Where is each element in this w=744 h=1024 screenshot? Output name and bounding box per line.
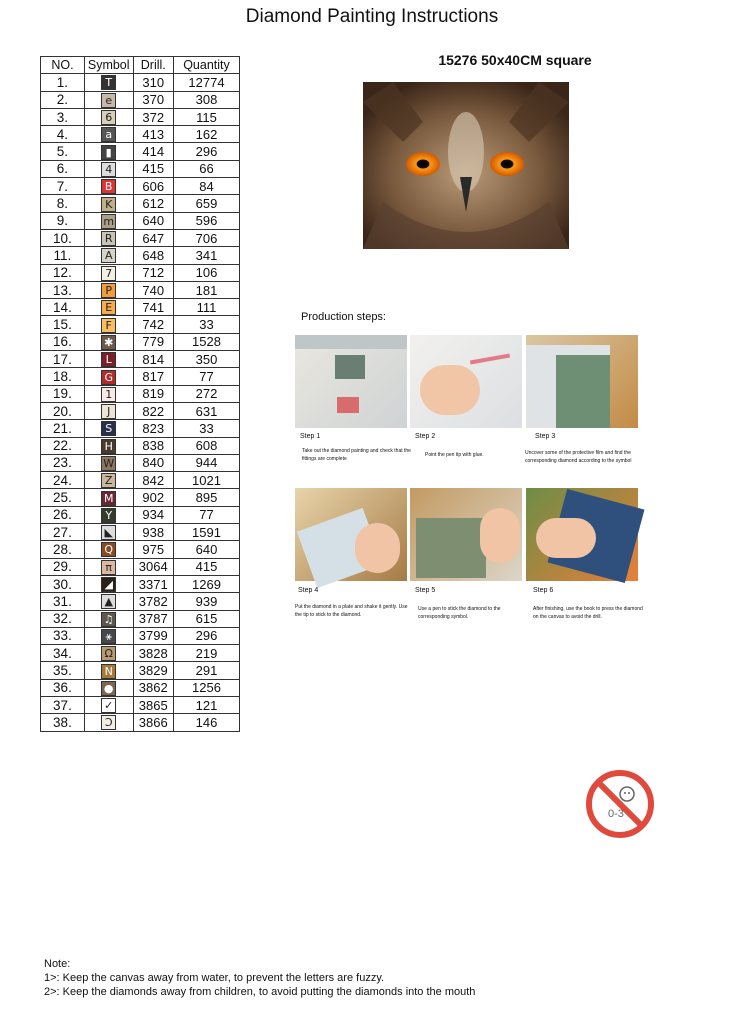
- table-row: [41, 212, 240, 229]
- row-number: 36.: [41, 679, 85, 696]
- symbol-cell: [84, 91, 133, 108]
- table-row: [41, 575, 240, 592]
- quantity: 12774: [173, 74, 239, 91]
- table-row: [41, 489, 240, 506]
- table-row: [41, 662, 240, 679]
- table-row: [41, 229, 240, 246]
- quantity: 106: [173, 264, 239, 281]
- row-number: 7.: [41, 178, 85, 195]
- table-row: [41, 696, 240, 713]
- row-number: 30.: [41, 575, 85, 592]
- row-number: 10.: [41, 229, 85, 246]
- row-number: 23.: [41, 454, 85, 471]
- row-number: 33.: [41, 627, 85, 644]
- drill-code: 3064: [133, 558, 173, 575]
- note-section: [44, 957, 475, 999]
- symbol-box: ⚹: [101, 629, 116, 644]
- page-title: Diamond Painting Instructions: [245, 6, 499, 27]
- drill-code: 3828: [133, 645, 173, 662]
- symbol-cell: [84, 454, 133, 471]
- drill-code: 310: [133, 74, 173, 91]
- table-row: [41, 126, 240, 143]
- symbol-cell: [84, 281, 133, 298]
- product-title: 15276 50x40CM square: [438, 52, 592, 68]
- row-number: 29.: [41, 558, 85, 575]
- symbol-box: N: [101, 664, 116, 679]
- quantity: 111: [173, 299, 239, 316]
- quantity: 640: [173, 541, 239, 558]
- row-number: 13.: [41, 281, 85, 298]
- symbol-box: π: [101, 560, 116, 575]
- symbol-box: m: [101, 214, 116, 229]
- symbol-cell: [84, 178, 133, 195]
- symbol-box: Ω: [101, 646, 116, 661]
- quantity: 146: [173, 714, 239, 731]
- table-row: [41, 679, 240, 696]
- symbol-cell: [84, 662, 133, 679]
- symbol-cell: [84, 333, 133, 350]
- symbol-cell: [84, 299, 133, 316]
- symbol-box: J: [101, 404, 116, 419]
- symbol-cell: [84, 489, 133, 506]
- table-row: [41, 368, 240, 385]
- table-row: [41, 524, 240, 541]
- symbol-cell: [84, 351, 133, 368]
- quantity: 308: [173, 91, 239, 108]
- symbol-cell: [84, 368, 133, 385]
- symbol-box: ♫: [101, 612, 116, 627]
- drill-code: 742: [133, 316, 173, 333]
- symbol-cell: [84, 575, 133, 592]
- quantity: 121: [173, 696, 239, 713]
- symbol-cell: [84, 143, 133, 160]
- drill-code: 3862: [133, 679, 173, 696]
- quantity: 631: [173, 402, 239, 419]
- drill-code: 612: [133, 195, 173, 212]
- step-2-label: Step 2: [415, 433, 436, 440]
- drill-code: 3787: [133, 610, 173, 627]
- row-number: 32.: [41, 610, 85, 627]
- step-5-image: [410, 488, 522, 581]
- symbol-box: ✓: [101, 698, 116, 713]
- step-4-text: Put the diamond in a plate and shake it gently. Use the tip to stick to the diamond.: [295, 604, 408, 618]
- drill-code: 740: [133, 281, 173, 298]
- drill-code: 934: [133, 506, 173, 523]
- symbol-box: Ɔ: [101, 715, 116, 730]
- step-6-image: [526, 488, 638, 581]
- row-number: 28.: [41, 541, 85, 558]
- step-6-label: Step 6: [533, 587, 554, 594]
- drill-code: 370: [133, 91, 173, 108]
- row-number: 18.: [41, 368, 85, 385]
- quantity: 895: [173, 489, 239, 506]
- drill-code: 414: [133, 143, 173, 160]
- quantity: 291: [173, 662, 239, 679]
- step-5-text: Use a pen to stick the diamond to the corresponding symbol.: [418, 606, 501, 620]
- symbol-cell: [84, 679, 133, 696]
- table-row: [41, 333, 240, 350]
- drill-code: 902: [133, 489, 173, 506]
- row-number: 1.: [41, 74, 85, 91]
- row-number: 2.: [41, 91, 85, 108]
- table-row: [41, 402, 240, 419]
- quantity: 1591: [173, 524, 239, 541]
- age-warning-text: 0-3: [608, 808, 624, 820]
- row-number: 12.: [41, 264, 85, 281]
- symbol-box: L: [101, 352, 116, 367]
- quantity: 33: [173, 316, 239, 333]
- symbol-box: Q: [101, 542, 116, 557]
- row-number: 27.: [41, 524, 85, 541]
- quantity: 296: [173, 143, 239, 160]
- owl-preview-image: [363, 82, 569, 249]
- step-6-text: After finishing, use the book to press the diamond on the canvas to avoid the drill.: [533, 606, 643, 620]
- step-3-text: Uncover some of the protective film and find the corresponding diamond according to the symbol: [525, 450, 632, 464]
- symbol-box: F: [101, 318, 116, 333]
- quantity: 1021: [173, 472, 239, 489]
- table-row: [41, 558, 240, 575]
- symbol-cell: [84, 524, 133, 541]
- symbol-box: M: [101, 491, 116, 506]
- quantity: 162: [173, 126, 239, 143]
- symbol-cell: [84, 74, 133, 91]
- symbol-cell: [84, 437, 133, 454]
- drill-code: 3782: [133, 593, 173, 610]
- row-number: 3.: [41, 108, 85, 125]
- quantity: 33: [173, 420, 239, 437]
- quantity: 939: [173, 593, 239, 610]
- drill-code: 3829: [133, 662, 173, 679]
- drill-code: 840: [133, 454, 173, 471]
- row-number: 34.: [41, 645, 85, 662]
- step-4-image: [295, 488, 407, 581]
- table-row: [41, 506, 240, 523]
- table-row: [41, 454, 240, 471]
- note-title: Note:: [44, 958, 71, 970]
- drill-code: 3799: [133, 627, 173, 644]
- quantity: 77: [173, 368, 239, 385]
- row-number: 16.: [41, 333, 85, 350]
- symbol-box: ●: [101, 681, 116, 696]
- row-number: 38.: [41, 714, 85, 731]
- table-row: [41, 472, 240, 489]
- quantity: 615: [173, 610, 239, 627]
- drill-code: 3371: [133, 575, 173, 592]
- drill-code: 819: [133, 385, 173, 402]
- row-number: 35.: [41, 662, 85, 679]
- symbol-box: 7: [101, 266, 116, 281]
- row-number: 20.: [41, 402, 85, 419]
- table-row: [41, 74, 240, 91]
- symbol-cell: [84, 160, 133, 177]
- drill-code: 415: [133, 160, 173, 177]
- drill-code: 838: [133, 437, 173, 454]
- symbol-cell: [84, 316, 133, 333]
- quantity: 341: [173, 247, 239, 264]
- symbol-cell: [84, 506, 133, 523]
- row-number: 6.: [41, 160, 85, 177]
- row-number: 37.: [41, 696, 85, 713]
- drill-code: 712: [133, 264, 173, 281]
- drill-table: [40, 56, 240, 732]
- production-steps-label: Production steps:: [301, 311, 386, 323]
- step-4-label: Step 4: [298, 587, 319, 594]
- drill-code: 938: [133, 524, 173, 541]
- symbol-box: ▲: [101, 594, 116, 609]
- drill-code: 779: [133, 333, 173, 350]
- quantity: 1256: [173, 679, 239, 696]
- quantity: 1269: [173, 575, 239, 592]
- table-row: [41, 351, 240, 368]
- symbol-box: H: [101, 439, 116, 454]
- table-row: [41, 541, 240, 558]
- no-children-warning-icon: [584, 768, 656, 840]
- drill-code: 372: [133, 108, 173, 125]
- quantity: 181: [173, 281, 239, 298]
- table-row: [41, 437, 240, 454]
- table-row: [41, 247, 240, 264]
- step-1-image: [295, 335, 407, 428]
- row-number: 8.: [41, 195, 85, 212]
- step-3-image: [526, 335, 638, 428]
- symbol-box: T: [101, 75, 116, 90]
- symbol-box: G: [101, 370, 116, 385]
- quantity: 272: [173, 385, 239, 402]
- drill-code: 647: [133, 229, 173, 246]
- table-row: [41, 610, 240, 627]
- step-2-text: Point the pen tip with glue.: [425, 452, 484, 458]
- symbol-box: B: [101, 179, 116, 194]
- row-number: 24.: [41, 472, 85, 489]
- symbol-cell: [84, 645, 133, 662]
- row-number: 15.: [41, 316, 85, 333]
- quantity: 596: [173, 212, 239, 229]
- quantity: 84: [173, 178, 239, 195]
- symbol-cell: [84, 385, 133, 402]
- symbol-cell: [84, 472, 133, 489]
- row-number: 11.: [41, 247, 85, 264]
- drill-code: 741: [133, 299, 173, 316]
- table-row: [41, 195, 240, 212]
- step-2-image: [410, 335, 522, 428]
- quantity: 608: [173, 437, 239, 454]
- symbol-cell: [84, 108, 133, 125]
- drill-code: 842: [133, 472, 173, 489]
- symbol-cell: [84, 229, 133, 246]
- symbol-cell: [84, 558, 133, 575]
- symbol-box: S: [101, 421, 116, 436]
- symbol-cell: [84, 264, 133, 281]
- symbol-box: W: [101, 456, 116, 471]
- step-1-text: Take out the diamond painting and check that the fittings are complete: [302, 448, 411, 462]
- drill-code: 814: [133, 351, 173, 368]
- quantity: 1528: [173, 333, 239, 350]
- symbol-box: ✱: [101, 335, 116, 350]
- drill-code: 648: [133, 247, 173, 264]
- quantity: 415: [173, 558, 239, 575]
- quantity: 66: [173, 160, 239, 177]
- table-row: [41, 108, 240, 125]
- drill-code: 640: [133, 212, 173, 229]
- row-number: 31.: [41, 593, 85, 610]
- symbol-cell: [84, 247, 133, 264]
- quantity: 706: [173, 229, 239, 246]
- symbol-box: 1: [101, 387, 116, 402]
- symbol-box: R: [101, 231, 116, 246]
- symbol-cell: [84, 126, 133, 143]
- symbol-box: P: [101, 283, 116, 298]
- quantity: 944: [173, 454, 239, 471]
- drill-code: 606: [133, 178, 173, 195]
- step-5-label: Step 5: [415, 587, 436, 594]
- symbol-box: e: [101, 93, 116, 108]
- row-number: 25.: [41, 489, 85, 506]
- drill-code: 3865: [133, 696, 173, 713]
- symbol-cell: [84, 402, 133, 419]
- drill-code: 822: [133, 402, 173, 419]
- table-header-row: [41, 57, 240, 74]
- symbol-cell: [84, 195, 133, 212]
- row-number: 14.: [41, 299, 85, 316]
- row-number: 26.: [41, 506, 85, 523]
- symbol-box: ▮: [101, 145, 116, 160]
- note-line-1: 1>: Keep the canvas away from water, to prevent the letters are fuzzy.: [44, 972, 385, 984]
- row-number: 5.: [41, 143, 85, 160]
- symbol-cell: [84, 212, 133, 229]
- symbol-box: ◣: [101, 525, 116, 540]
- drill-code: 3866: [133, 714, 173, 731]
- col-header-no: NO.: [41, 57, 85, 74]
- col-header-quantity: Quantity: [173, 57, 239, 74]
- quantity: 296: [173, 627, 239, 644]
- col-header-drill: Drill.: [133, 57, 173, 74]
- symbol-cell: [84, 610, 133, 627]
- symbol-box: A: [101, 248, 116, 263]
- symbol-box: Z: [101, 473, 116, 488]
- table-row: [41, 178, 240, 195]
- row-number: 9.: [41, 212, 85, 229]
- quantity: 350: [173, 351, 239, 368]
- symbol-box: a: [101, 127, 116, 142]
- symbol-box: E: [101, 300, 116, 315]
- table-row: [41, 299, 240, 316]
- col-header-symbol: Symbol: [84, 57, 133, 74]
- symbol-box: Y: [101, 508, 116, 523]
- step-1-label: Step 1: [300, 433, 321, 440]
- symbol-box: K: [101, 197, 116, 212]
- table-row: [41, 627, 240, 644]
- table-row: [41, 714, 240, 731]
- symbol-cell: [84, 541, 133, 558]
- row-number: 17.: [41, 351, 85, 368]
- table-row: [41, 143, 240, 160]
- table-row: [41, 385, 240, 402]
- symbol-cell: [84, 627, 133, 644]
- drill-code: 975: [133, 541, 173, 558]
- table-row: [41, 645, 240, 662]
- quantity: 77: [173, 506, 239, 523]
- symbol-cell: [84, 714, 133, 731]
- symbol-box: 4: [101, 162, 116, 177]
- drill-code: 817: [133, 368, 173, 385]
- symbol-cell: [84, 696, 133, 713]
- step-3-label: Step 3: [535, 433, 556, 440]
- note-line-2: 2>: Keep the diamonds away from children, to avoid putting the diamonds into the mouth: [44, 986, 476, 998]
- table-row: [41, 593, 240, 610]
- quantity: 219: [173, 645, 239, 662]
- table-row: [41, 264, 240, 281]
- table-row: [41, 420, 240, 437]
- drill-code: 823: [133, 420, 173, 437]
- table-row: [41, 91, 240, 108]
- symbol-box: 6: [101, 110, 116, 125]
- row-number: 4.: [41, 126, 85, 143]
- quantity: 659: [173, 195, 239, 212]
- drill-code: 413: [133, 126, 173, 143]
- symbol-cell: [84, 593, 133, 610]
- row-number: 22.: [41, 437, 85, 454]
- table-row: [41, 316, 240, 333]
- table-row: [41, 281, 240, 298]
- row-number: 19.: [41, 385, 85, 402]
- symbol-cell: [84, 420, 133, 437]
- symbol-box: ◢: [101, 577, 116, 592]
- quantity: 115: [173, 108, 239, 125]
- row-number: 21.: [41, 420, 85, 437]
- table-row: [41, 160, 240, 177]
